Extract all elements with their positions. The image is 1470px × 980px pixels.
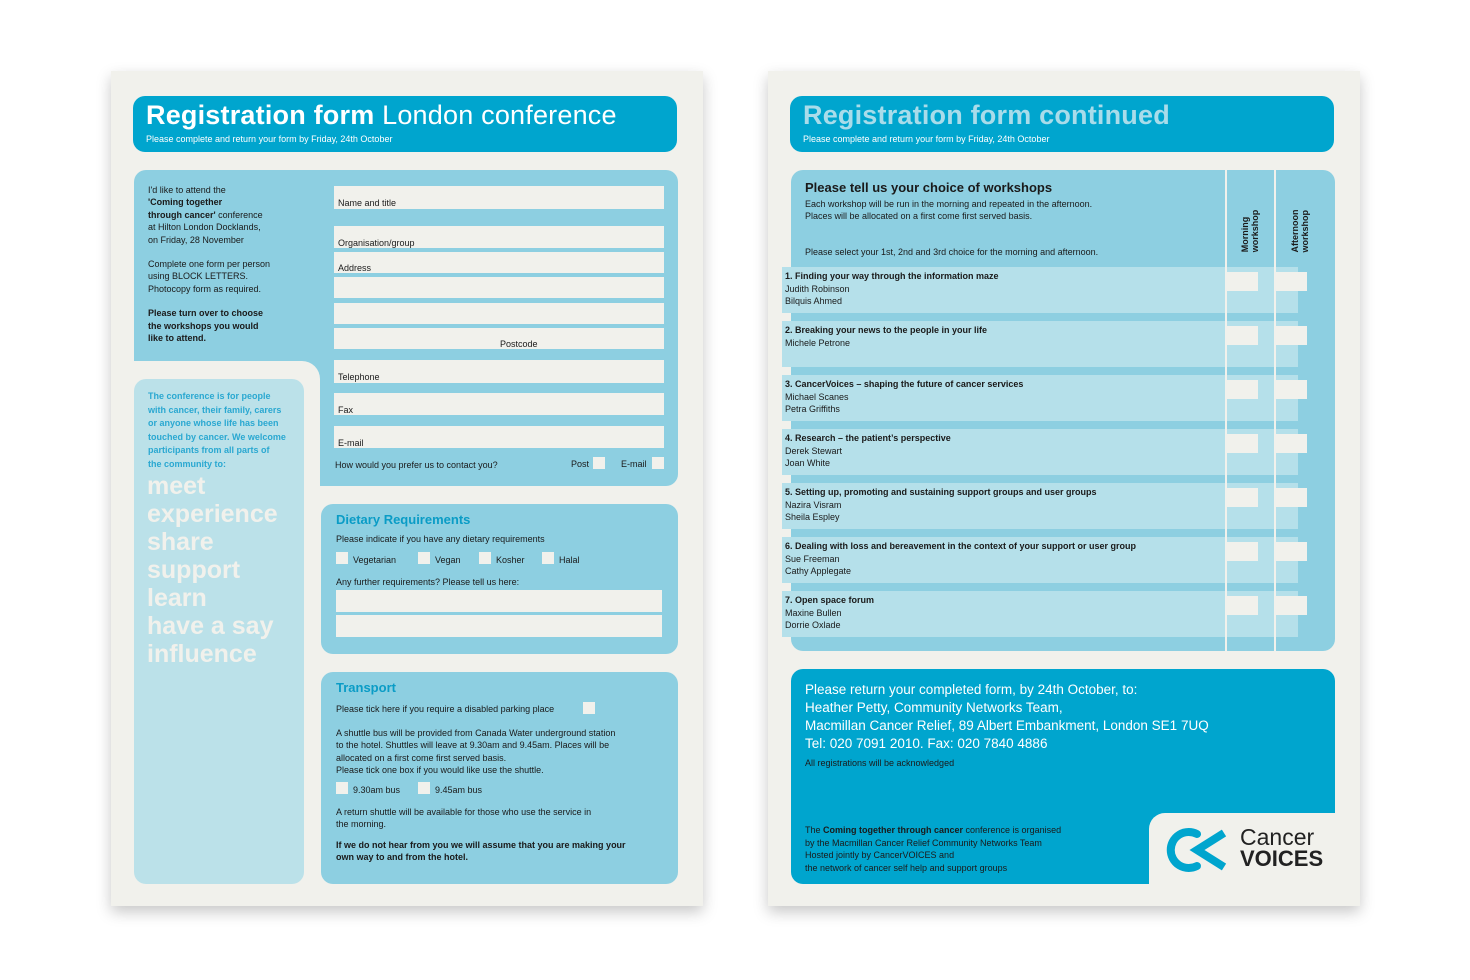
workshop-row: 6. Dealing with loss and bereavement in the context of your support or user group Sue Freeman Cathy Applegate [782, 537, 1298, 583]
bus-930-label: 9.30am bus [353, 785, 401, 795]
further-requirements-field-2[interactable] [336, 615, 662, 637]
organisation-label: Organisation/group [338, 238, 415, 248]
word-support: support [147, 556, 241, 584]
parking-label: Please tick here if you require a disabled parking place [336, 704, 555, 714]
afternoon-choice-7[interactable] [1275, 596, 1307, 615]
sidebar-text: The conference is for people with cancer, their family, carers or anyone whose life has been touched by cancer. We welcome participants from all parts of the community to: [148, 391, 286, 469]
contact-post-label: Post [571, 459, 590, 469]
contact-question: How would you prefer us to contact you? [335, 460, 498, 470]
word-share: share [147, 528, 214, 556]
workshop-row: 1. Finding your way through the information maze Judith Robinson Bilquis Ahmed [782, 267, 1298, 313]
morning-column-header: Morning workshop [1240, 209, 1260, 253]
morning-choice-2[interactable] [1226, 326, 1258, 345]
morning-choice-1[interactable] [1226, 272, 1258, 291]
kosher-label: Kosher [496, 555, 525, 565]
word-meet: meet [147, 472, 206, 500]
contact-email-label: E-mail [621, 459, 647, 469]
cancer-voices-logo-icon [1164, 828, 1228, 872]
acknowledgement-note: All registrations will be acknowledged [805, 758, 955, 768]
parking-checkbox[interactable] [583, 702, 595, 714]
registration-form-page-2 [768, 71, 1360, 906]
dietary-title: Dietary Requirements [336, 512, 471, 527]
logo-word-voices: VOICES [1240, 846, 1324, 871]
shuttle-info: A shuttle bus will be provided from Canada Water underground station to the hotel. Shuttles will leave at 9.30am and 9.45am. Places will be allocated on a first come first served basis. Please tick one box if you would like use the shuttle. [336, 728, 616, 776]
vegan-label: Vegan [435, 555, 461, 565]
name-label: Name and title [338, 198, 397, 208]
logo-word-cancer: Cancer [1240, 824, 1315, 850]
morning-choice-6[interactable] [1226, 542, 1258, 561]
email-field[interactable] [334, 426, 664, 448]
telephone-label: Telephone [338, 372, 380, 382]
morning-choice-3[interactable] [1226, 380, 1258, 399]
transport-title: Transport [336, 680, 396, 695]
morning-choice-7[interactable] [1226, 596, 1258, 615]
address-field-2[interactable] [334, 277, 664, 298]
page-header-continued [790, 96, 1334, 152]
dietary-instruction: Please indicate if you have any dietary requirements [336, 534, 545, 544]
word-experience: experience [147, 500, 278, 528]
page-title: Registration form London conference [146, 100, 617, 130]
organiser-note: The Coming together through cancer conference is organised by the Macmillan Cancer Relief Community Networks Team Hosted jointly by CancerVOICES and the network of cancer self help and support groups [805, 825, 1062, 873]
workshop-row: 5. Setting up, promoting and sustaining support groups and user groups Nazira Visram Sheila Espley [782, 483, 1298, 529]
transport-note: If we do not hear from you we will assume that you are making your own way to and from the hotel. [336, 840, 626, 863]
page-subtitle: Please complete and return your form by Friday, 24th October [146, 134, 393, 144]
bus-945-checkbox[interactable] [418, 782, 430, 794]
email-label: E-mail [338, 438, 364, 448]
workshops-select-instruction: Please select your 1st, 2nd and 3rd choice for the morning and afternoon. [805, 247, 1099, 257]
further-requirements-field-1[interactable] [336, 590, 662, 612]
sidebar-words [147, 472, 278, 668]
halal-checkbox[interactable] [542, 552, 554, 564]
morning-choice-5[interactable] [1226, 488, 1258, 507]
bus-930-checkbox[interactable] [336, 782, 348, 794]
page-title-continued: Registration form continued [803, 100, 1170, 130]
afternoon-choice-4[interactable] [1275, 434, 1307, 453]
fax-label: Fax [338, 405, 354, 415]
word-have-a-say: have a say [147, 612, 274, 640]
vegetarian-checkbox[interactable] [336, 552, 348, 564]
postcode-label: Postcode [500, 339, 538, 349]
address-field-3[interactable] [334, 303, 664, 324]
fax-field[interactable] [334, 393, 664, 415]
contact-post-checkbox[interactable] [593, 457, 605, 469]
return-shuttle-info: A return shuttle will be available for those who use the service in the morning. [336, 807, 592, 830]
workshops-description: Each workshop will be run in the morning and repeated in the afternoon. Places will be allocated on a first come first served basis. [805, 199, 1093, 222]
afternoon-choice-3[interactable] [1275, 380, 1307, 399]
address-field-4[interactable] [334, 328, 664, 349]
workshop-row: 3. CancerVoices – shaping the future of cancer services Michael Scanes Petra Griffiths [782, 375, 1298, 421]
afternoon-choice-2[interactable] [1275, 326, 1307, 345]
halal-label: Halal [559, 555, 580, 565]
vegan-checkbox[interactable] [418, 552, 430, 564]
page-header [133, 96, 677, 152]
afternoon-column-header: Afternoon workshop [1290, 209, 1310, 253]
address-label: Address [338, 263, 372, 273]
contact-email-checkbox[interactable] [652, 457, 664, 469]
further-requirements-label: Any further requirements? Please tell us here: [336, 577, 520, 587]
workshop-row: 7. Open space forum Maxine Bullen Dorrie Oxlade [782, 591, 1298, 637]
afternoon-choice-5[interactable] [1275, 488, 1307, 507]
morning-choice-4[interactable] [1226, 434, 1258, 453]
workshop-row: 4. Research – the patient’s perspective Derek Stewart Joan White [782, 429, 1298, 475]
word-learn: learn [147, 584, 207, 612]
page-subtitle-continued: Please complete and return your form by Friday, 24th October [803, 134, 1050, 144]
cancer-voices-logo [1164, 824, 1334, 874]
afternoon-choice-6[interactable] [1275, 542, 1307, 561]
return-address: Please return your completed form, by 24th October, to: Heather Petty, Community Networks Team, Macmillan Cancer Relief, 89 Albert Embankment, London SE1 7UQ Tel: 020 7091 2010. Fax: 020 7840 4886 [805, 682, 1209, 751]
kosher-checkbox[interactable] [479, 552, 491, 564]
bus-945-label: 9.45am bus [435, 785, 483, 795]
telephone-field[interactable] [334, 360, 664, 383]
workshop-row: 2. Breaking your news to the people in your life Michele Petrone [782, 321, 1298, 367]
address-field-1[interactable] [334, 252, 664, 273]
afternoon-choice-1[interactable] [1275, 272, 1307, 291]
intro-text: I'd like to attend the 'Coming together through cancer' conference at Hilton London Docklands, on Friday, 28 November Complete one form per person using BLOCK LETTERS. Photocopy form as required. Please turn over to choose the workshops you would like to attend. [148, 185, 271, 344]
vegetarian-label: Vegetarian [353, 555, 397, 565]
workshops-title: Please tell us your choice of workshops [805, 180, 1053, 195]
word-influence: influence [147, 640, 257, 668]
registration-form-page-1 [111, 71, 703, 906]
